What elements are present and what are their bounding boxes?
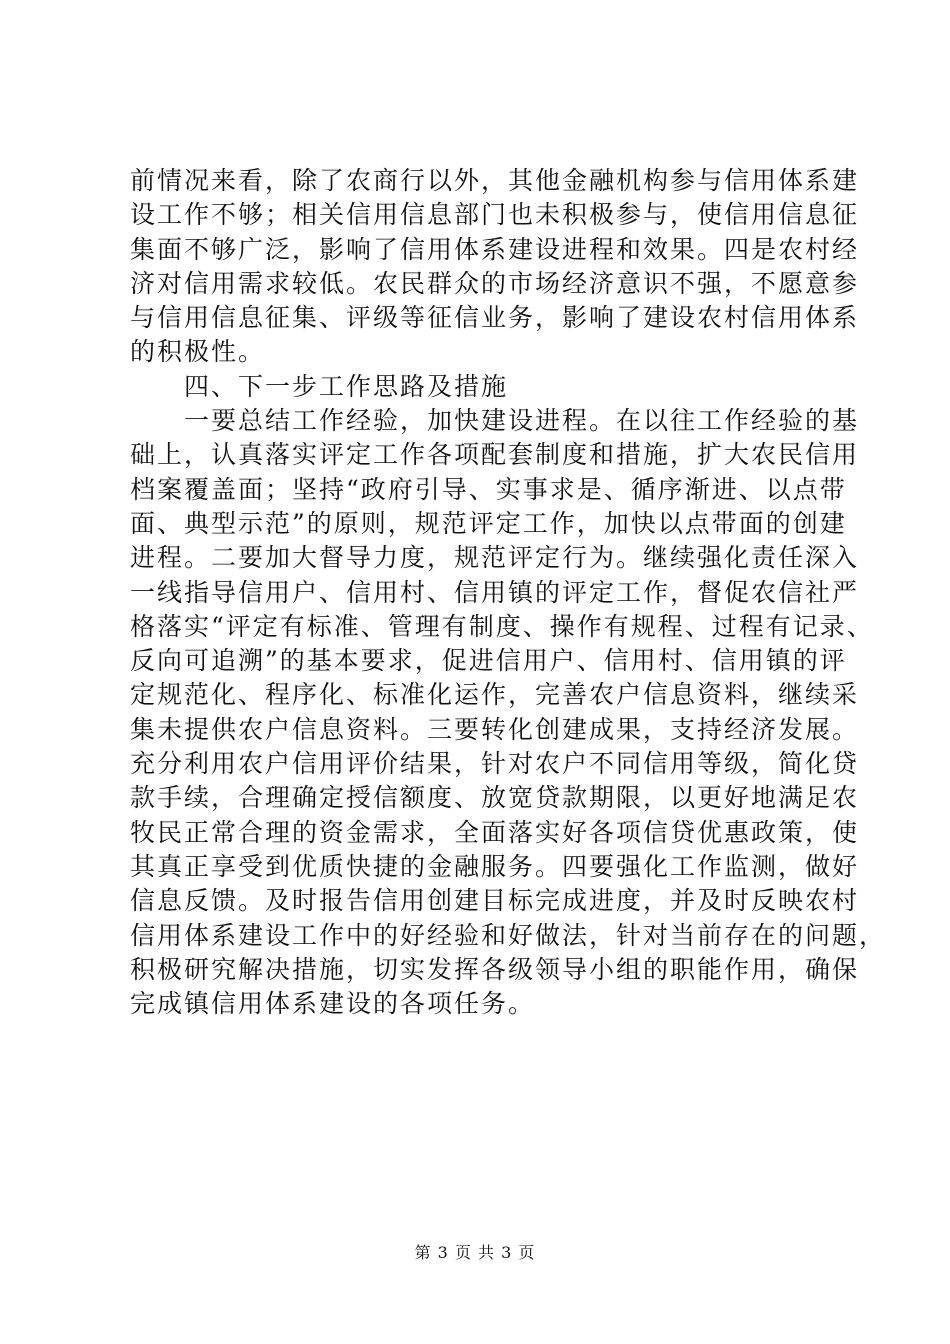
text-line: 础上，认真落实评定工作各项配套制度和措施，扩大农民信用	[130, 440, 860, 470]
text-line: 其真正享受到优质快捷的金融服务。四要强化工作监测，做好	[130, 851, 860, 881]
text-line: 定规范化、程序化、标准化运作，完善农户信息资料，继续采	[130, 680, 860, 710]
text-line: 与信用信息征集、评级等征信业务，影响了建设农村信用体系	[130, 303, 860, 333]
section-heading: 四、下一步工作思路及措施	[130, 371, 509, 401]
text-line: 完成镇信用体系建设的各项任务。	[130, 989, 536, 1019]
text-line: 前情况来看，除了农商行以外，其他金融机构参与信用体系建	[130, 166, 860, 195]
text-line: 设工作不够；相关信用信息部门也未积极参与，使信用信息征	[130, 200, 860, 230]
text-line: 反向可追溯”的基本要求，促进信用户、信用村、信用镇的评	[130, 646, 847, 676]
text-line: 集未提供农户信息资料。三要转化创建成果，支持经济发展。	[130, 714, 860, 744]
page-number-footer: 第 3 页 共 3 页	[414, 1243, 536, 1262]
text-line: 济对信用需求较低。农民群众的市场经济意识不强，不愿意参	[130, 268, 860, 298]
text-line: 一要总结工作经验，加快建设进程。在以往工作经验的基	[130, 406, 860, 436]
text-line: 格落实“评定有标准、管理有制度、操作有规程、过程有记录、	[130, 611, 874, 641]
text-line: 一线指导信用户、信用村、信用镇的评定工作，督促农信社严	[130, 577, 860, 607]
text-line: 信息反馈。及时报告信用创建目标完成进度，并及时反映农村	[130, 886, 860, 916]
body-text	[130, 164, 887, 1021]
text-line: 充分利用农户信用评价结果，针对农户不同信用等级，简化贷	[130, 749, 860, 779]
text-line: 信用体系建设工作中的好经验和好做法，针对当前存在的问题，	[130, 920, 887, 950]
text-line: 面、典型示范”的原则，规范评定工作，加快以点带面的创建	[130, 508, 847, 538]
text-line: 进程。二要加大督导力度，规范评定行为。继续强化责任深入	[130, 543, 860, 573]
text-line: 积极研究解决措施，切实发挥各级领导小组的职能作用，确保	[130, 954, 860, 984]
text-line: 牧民正常合理的资金需求，全面落实好各项信贷优惠政策，使	[130, 817, 860, 847]
text-line: 的积极性。	[130, 337, 266, 367]
text-line: 集面不够广泛，影响了信用体系建设进程和效果。四是农村经	[130, 234, 860, 264]
text-line: 款手续，合理确定授信额度、放宽贷款期限，以更好地满足农	[130, 783, 860, 813]
text-line: 档案覆盖面；坚持“政府引导、实事求是、循序渐进、以点带	[130, 474, 847, 504]
